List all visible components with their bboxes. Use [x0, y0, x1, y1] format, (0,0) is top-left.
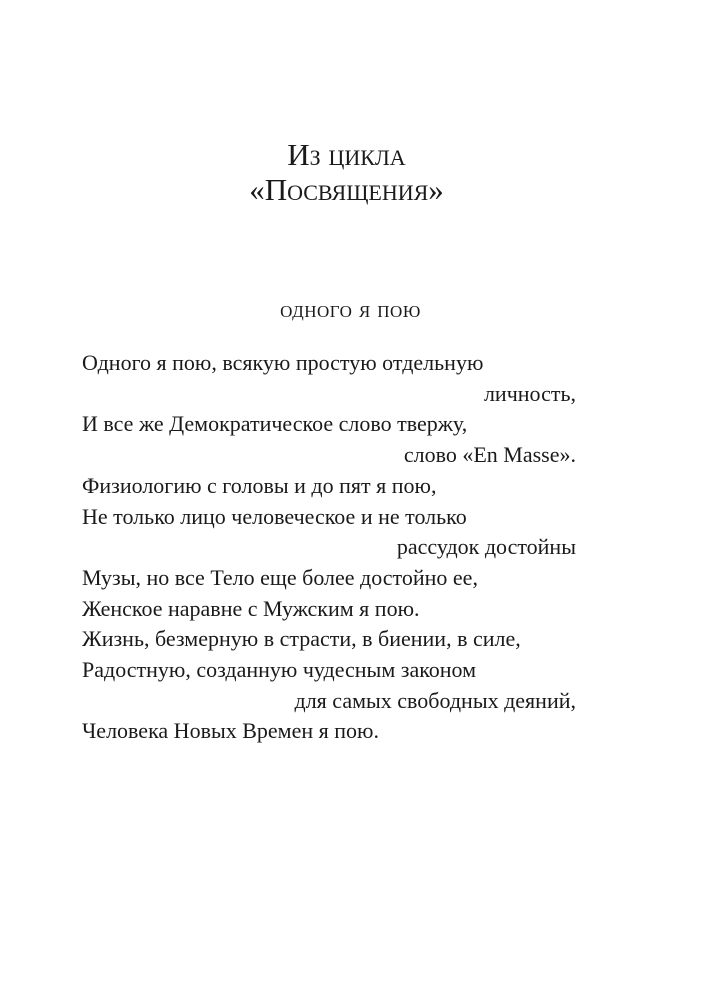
poem-line: Музы, но все Тело еще более достойно ее,: [82, 564, 478, 590]
poem-line: Физиологию с головы и до пят я пою,: [82, 472, 437, 498]
poem-line: Человека Новых Времен я пою.: [82, 718, 379, 744]
poem-line: Женское наравне с Мужским я пою.: [82, 595, 420, 621]
cycle-heading-line-1: Из цикла: [287, 137, 406, 172]
poem-title: одного я пою: [280, 297, 421, 323]
poem-line: Не только лицо человеческое и не только: [82, 503, 467, 529]
poem-line-continuation: личность,: [483, 380, 576, 406]
poem-line: Радостную, созданную чудесным законом: [82, 657, 477, 683]
poem-line-continuation: рассудок достойны: [396, 534, 576, 560]
poem-line: Жизнь, безмерную в страсти, в биении, в силе,: [82, 626, 521, 652]
poem-line: Одного я пою, всякую простую отдельную: [82, 350, 484, 375]
poem-line-continuation: слово «En Masse».: [403, 442, 576, 468]
poem-line-continuation: для самых свободных деяний,: [294, 687, 576, 713]
cycle-heading-line-2: «Посвящения»: [249, 172, 444, 207]
poem-body: [82, 348, 576, 747]
poem-line: И все же Демократическое слово твержу,: [82, 411, 468, 437]
